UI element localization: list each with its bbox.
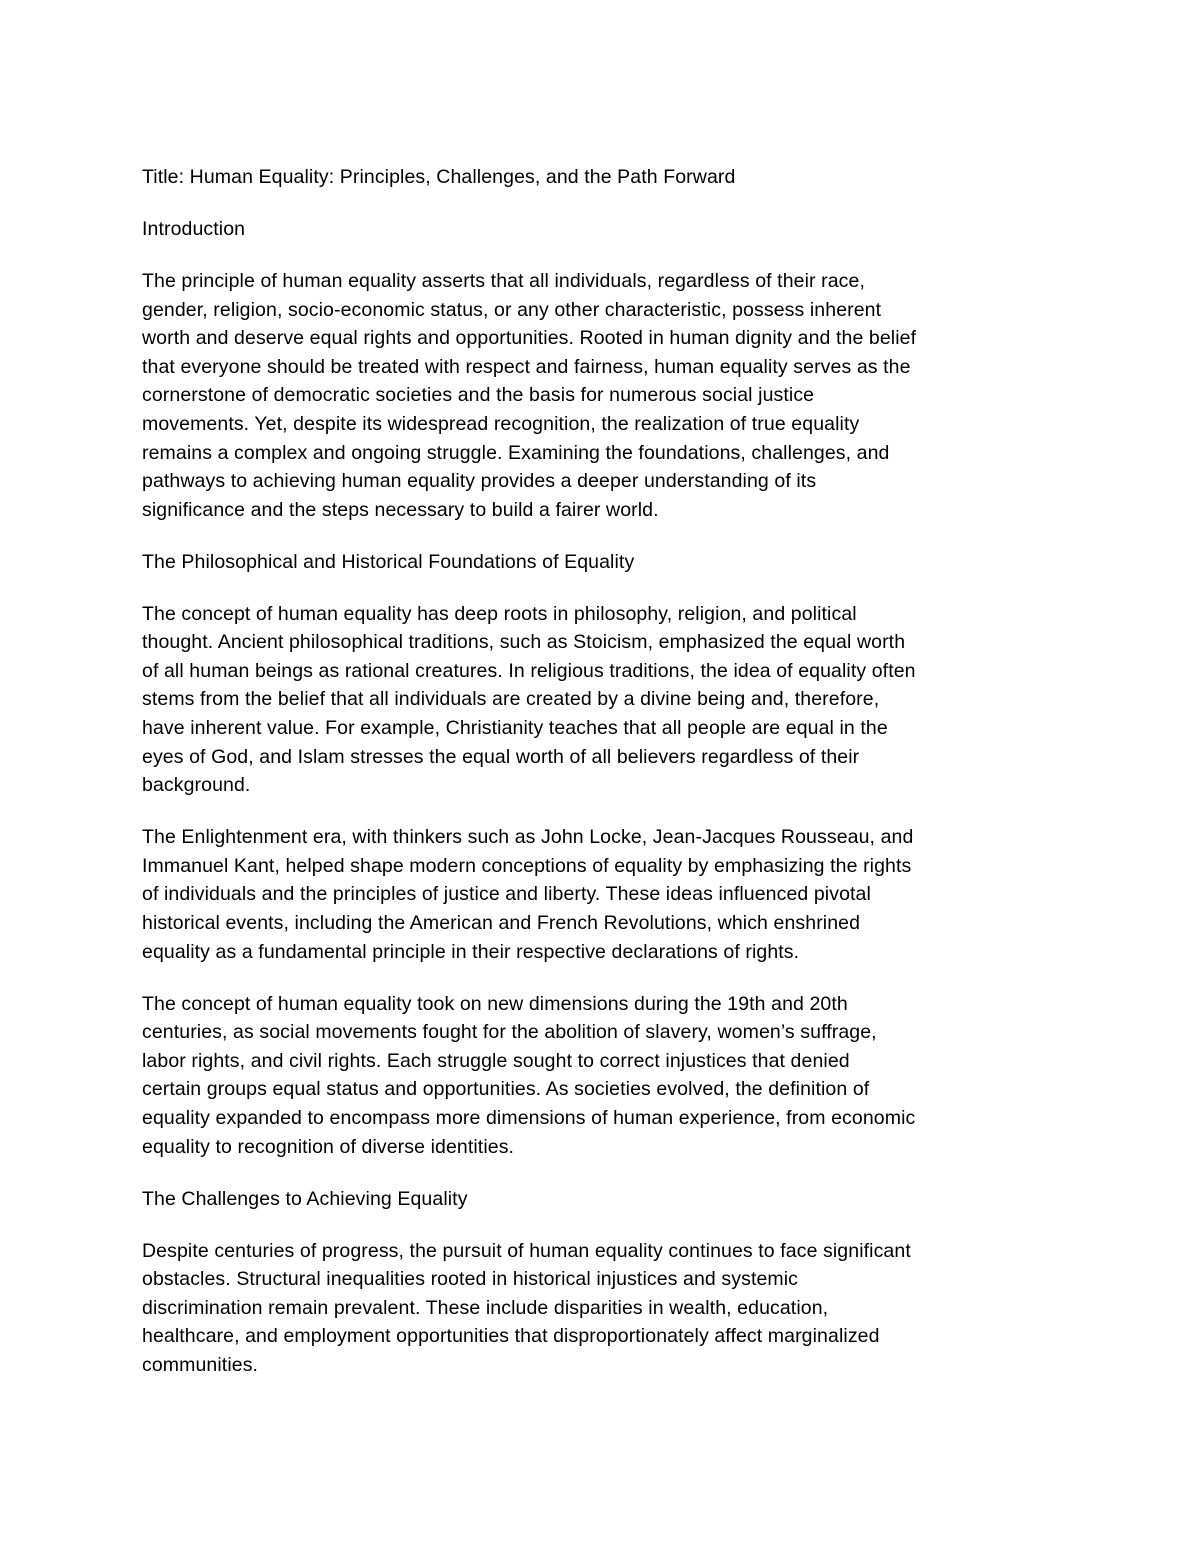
paragraph-line: The principle of human equality asserts that all individuals, regardless of their race,: [142, 269, 865, 292]
section-heading-introduction: [142, 215, 1072, 244]
paragraph-line: movements. Yet, despite its widespread recognition, the realization of true equality: [142, 412, 860, 435]
paragraph-line: gender, religion, socio-economic status, or any other characteristic, possess inherent: [142, 298, 882, 321]
section-heading: The Challenges to Achieving Equality: [142, 1187, 468, 1210]
paragraph-line: Despite centuries of progress, the pursuit of human equality continues to face significant: [142, 1239, 911, 1262]
section-heading-foundations: [142, 548, 1072, 577]
paragraph-line: The concept of human equality has deep roots in philosophy, religion, and political: [142, 602, 857, 625]
paragraph-line: significance and the steps necessary to build a fairer world.: [142, 498, 659, 521]
paragraph-line: equality expanded to encompass more dimensions of human experience, from economic: [142, 1106, 916, 1129]
paragraph-line: healthcare, and employment opportunities that disproportionately affect marginalized: [142, 1325, 880, 1348]
document-body: [142, 163, 1072, 1403]
paragraph-line: thought. Ancient philosophical traditions, such as Stoicism, emphasized the equal worth: [142, 631, 906, 654]
paragraph-line: remains a complex and ongoing struggle. Examining the foundations, challenges, and: [142, 441, 890, 464]
paragraph-line: stems from the belief that all individuals are created by a divine being and, therefore,: [142, 688, 880, 711]
paragraph-introduction: [142, 267, 1072, 524]
paragraph-challenges: [142, 1237, 1072, 1380]
paragraph-foundations-1: [142, 600, 1072, 800]
paragraph-line: of individuals and the principles of justice and liberty. These ideas influenced pivotal: [142, 883, 871, 906]
paragraph-line: centuries, as social movements fought for the abolition of slavery, women’s suffrage,: [142, 1021, 877, 1044]
paragraph-line: cornerstone of democratic societies and the basis for numerous social justice: [142, 384, 815, 407]
paragraph-line: certain groups equal status and opportunities. As societies evolved, the definition of: [142, 1078, 870, 1101]
section-heading: Introduction: [142, 217, 246, 240]
paragraph-line: The Enlightenment era, with thinkers such as John Locke, Jean-Jacques Rousseau, and: [142, 826, 914, 849]
paragraph-line: equality to recognition of diverse identities.: [142, 1135, 515, 1158]
paragraph-line: background.: [142, 774, 251, 797]
title-line: Title: Human Equality: Principles, Challenges, and the Path Forward: [142, 166, 736, 188]
document-title: [142, 163, 1072, 192]
paragraph-line: worth and deserve equal rights and opportunities. Rooted in human dignity and the belief: [142, 327, 917, 350]
paragraph-line: eyes of God, and Islam stresses the equal worth of all believers regardless of their: [142, 745, 860, 768]
paragraph-line: pathways to achieving human equality provides a deeper understanding of its: [142, 470, 817, 493]
paragraph-foundations-2: [142, 823, 1072, 966]
paragraph-line: obstacles. Structural inequalities rooted in historical injustices and systemic: [142, 1268, 799, 1291]
paragraph-line: that everyone should be treated with respect and fairness, human equality serves as the: [142, 355, 911, 378]
paragraph-line: equality as a fundamental principle in their respective declarations of rights.: [142, 940, 800, 963]
paragraph-line: Immanuel Kant, helped shape modern conceptions of equality by emphasizing the rights: [142, 854, 912, 877]
section-heading: The Philosophical and Historical Foundations of Equality: [142, 550, 635, 573]
paragraph-line: communities.: [142, 1353, 259, 1376]
paragraph-line: The concept of human equality took on new dimensions during the 19th and 20th: [142, 992, 848, 1015]
paragraph-line: labor rights, and civil rights. Each struggle sought to correct injustices that denied: [142, 1049, 850, 1072]
section-heading-challenges: [142, 1185, 1072, 1214]
paragraph-line: have inherent value. For example, Christianity teaches that all people are equal in the: [142, 717, 888, 740]
paragraph-foundations-3: [142, 990, 1072, 1162]
paragraph-line: discrimination remain prevalent. These include disparities in wealth, education,: [142, 1296, 829, 1319]
paragraph-line: of all human beings as rational creatures. In religious traditions, the idea of equality often: [142, 659, 916, 682]
paragraph-line: historical events, including the American and French Revolutions, which enshrined: [142, 912, 861, 935]
